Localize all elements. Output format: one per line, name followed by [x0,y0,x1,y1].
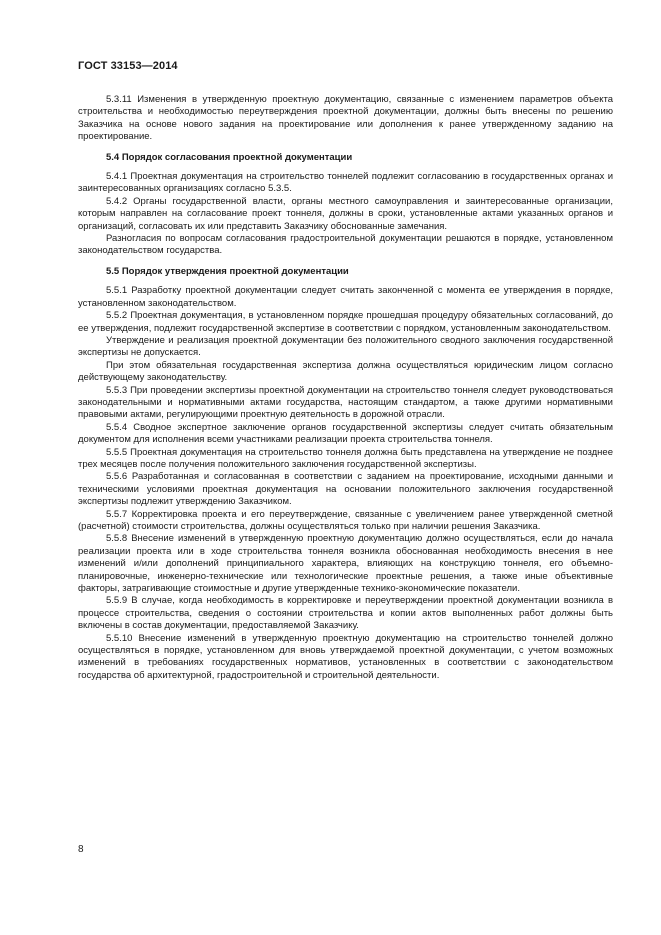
paragraph-5-5-3: 5.5.3 При проведении экспертизы проектной документации на строительство тоннеля следует руководствоваться законодательными и нормативными актами государства, настоящим стандартом, а также другими нормативными правовыми актами, регулирующими проектную деятельность в дорожной отрасли. [78,384,613,421]
section-heading-5-5: 5.5 Порядок утверждения проектной документации [106,265,349,277]
paragraph-5-5-4: 5.5.4 Сводное экспертное заключение органов государственной экспертизы следует считать обязательным документом для исполнения всеми участниками реализации проекта строительства тоннеля. [78,421,613,446]
paragraph-5-5-5: 5.5.5 Проектная документация на строительство тоннеля должна быть представлена на утверждение не позднее трех месяцев после получения положительного заключения государственной экспертизы. [78,446,613,470]
paragraph-5-5-6: 5.5.6 Разработанная и согласованная в соответствии с заданием на проектирование, исходными данными и техническими условиями проектная документация на основании положительного заключения государственной экспертизы подлежит утверждению Заказчиком. [78,471,613,508]
paragraph-approval-without-expertise: Утверждение и реализация проектной документации без положительного сводного заключения государственной экспертизы не допускается. [78,334,613,359]
paragraph-5-5-8: 5.5.8 Внесение изменений в утвержденную проектную документацию должно осуществляться, если до начала реализации проекта или в ходе строительства тоннеля возникла обоснованная необходимость внесения в нее изменений и/или дополнений принципиального характера, влияющих на конструкцию тоннеля, его объемно-планировочные, инженерно-технические или технологические проектные решения, а также иные объективные факторы, затрагивающие стоимостные и другие утвержденные технико-экономические показатели. [78,533,613,595]
paragraph-5-5-9: 5.5.9 В случае, когда необходимость в корректировке и переутверждении проектной документации возникла в процессе строительства, сведения о состоянии строительства и копии актов выполненных работ должны быть включены в состав документации, предоставляемой Заказчику. [78,595,613,632]
paragraph-5-5-2: 5.5.2 Проектная документация, в установленном порядке прошедшая процедуру обязательных согласований, до ее утверждения, подлежит государственной экспертизе в соответствии с порядком, установленным законодательством. [78,310,613,334]
paragraph-5-4-2: 5.4.2 Органы государственной власти, органы местного самоуправления и заинтересованные организации, которым направлен на согласование проект тоннеля, должны в сроки, установленные актами указанных органов и организаций, согласовать их или представить Заказчику обоснованные замечания. [78,195,613,232]
paragraph-5-5-10: 5.5.10 Внесение изменений в утвержденную проектную документацию на строительство тоннелей должно осуществляться в порядке, установленном для вновь утверждаемой проектной документации, с учетом возможных изменений в требованиях государственных нормативов, установленных в соответствии с законодательством государства об архитектурной, градостроительной и строительной деятельности. [78,632,613,681]
page-number: 8 [78,844,84,855]
paragraph-mandatory-expertise: При этом обязательная государственная экспертиза должна осуществляться юридическим лицом согласно действующему законодательству. [78,359,613,384]
paragraph-disagreements: Разногласия по вопросам согласования градостроительной документации решаются в порядке, установленном законодательством государства. [78,233,613,257]
paragraph-5-5-1: 5.5.1 Разработку проектной документации следует считать законченной с момента ее утверждения в порядке, установленном законодательством. [78,285,613,309]
document-header: ГОСТ 33153—2014 [78,60,178,72]
paragraph-5-5-7: 5.5.7 Корректировка проекта и его переутверждение, связанные с увеличением ранее утвержденной сметной (расчетной) стоимости строительства, должны осуществляться только при наличии решения Заказчика. [78,508,613,532]
paragraph-5-4-1: 5.4.1 Проектная документация на строительство тоннелей подлежит согласованию в государственных органах и заинтересованных организациях согласно 5.3.5. [78,171,613,195]
paragraph-5-3-11: 5.3.11 Изменения в утвержденную проектную документацию, связанные с изменением параметров объекта строительства и необходимостью переутверждения проектной документации, должны быть внесены по решению Заказчика на основе нового задания на проектирование или дополнения к ранее утвержденному заданию на проектирование. [78,94,613,143]
section-heading-5-4: 5.4 Порядок согласования проектной документации [106,151,353,163]
document-body [78,94,613,682]
